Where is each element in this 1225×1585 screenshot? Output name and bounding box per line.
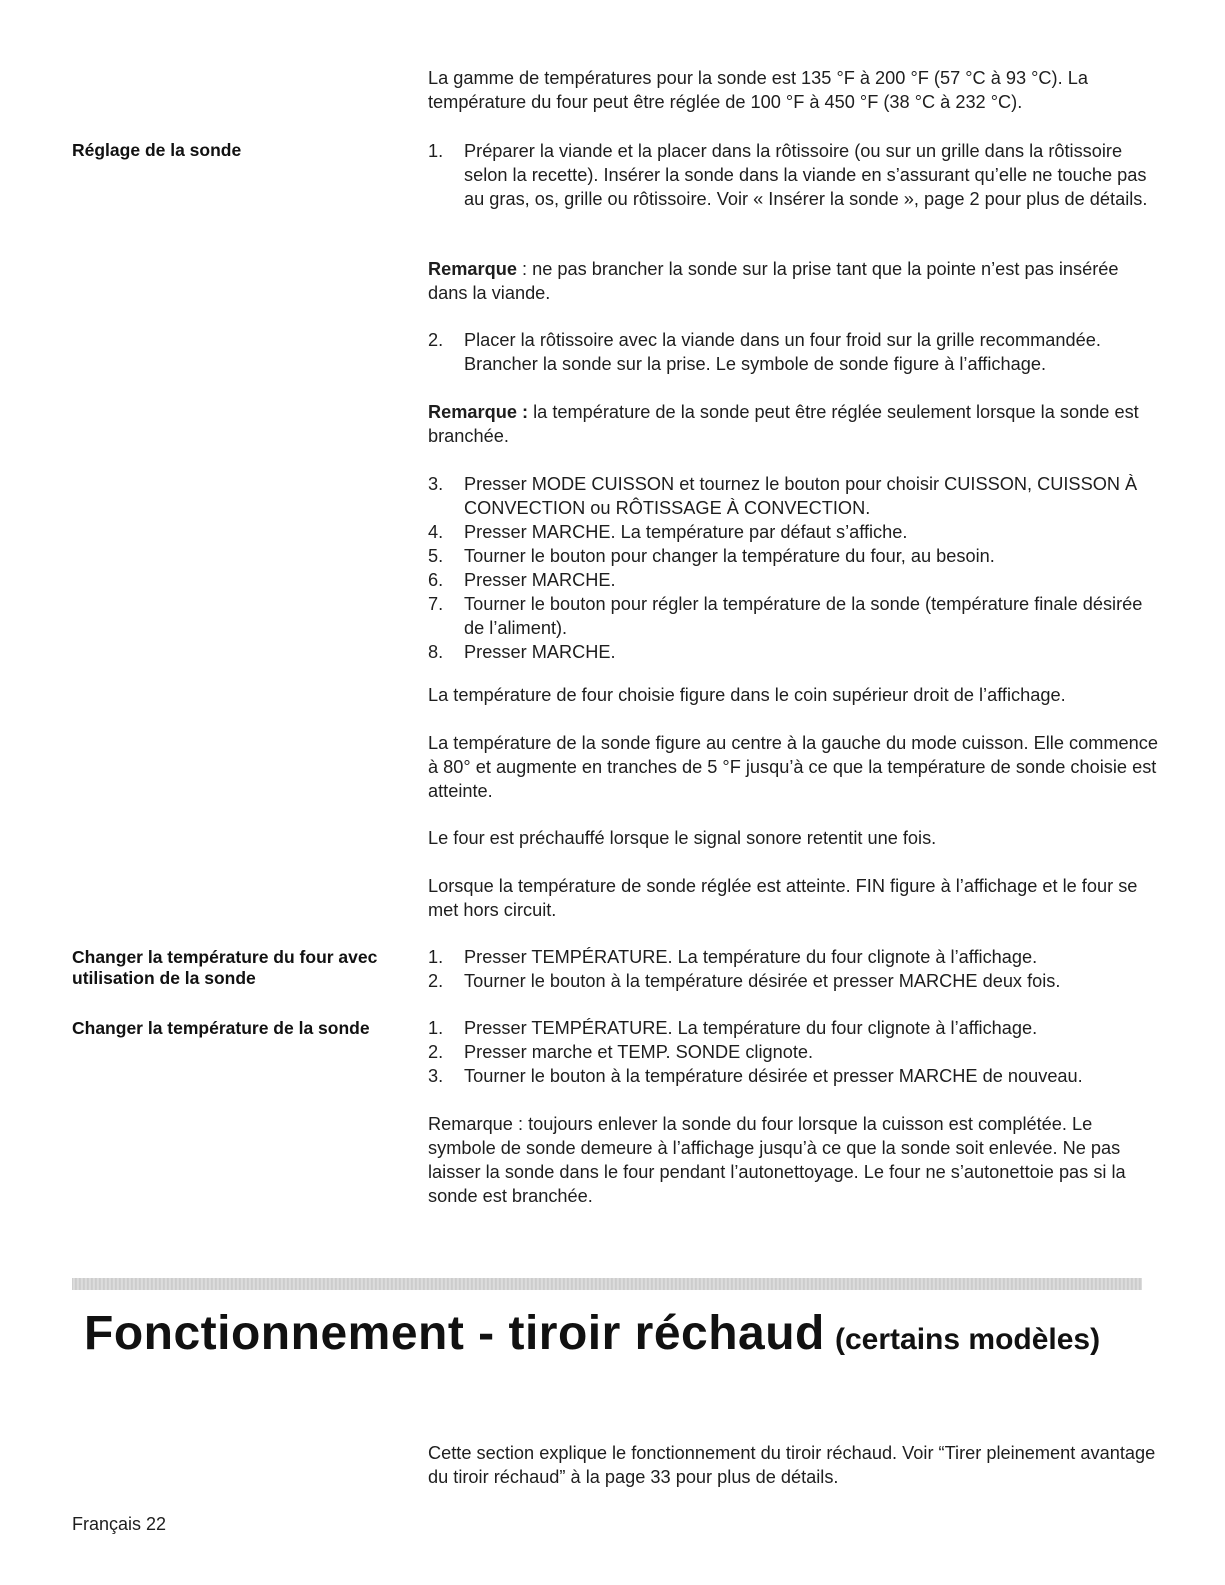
probe-setup-step-2-list <box>428 328 1158 376</box>
body-paragraph: Le four est préchauffé lorsque le signal sonore retentit une fois. <box>428 828 937 848</box>
step-number: 6. <box>428 570 444 590</box>
step-text: Préparer la viande et la placer dans la rôtissoire (ou sur un grille dans la rôtissoire selon la recette). Insérer la sonde dans la viande en s’assurant qu’elle ne touche pas au gras, os, grille ou rôtissoire. Voir « Insérer la sonde », page 2 pour plus de détails. <box>464 141 1148 209</box>
step-number: 3. <box>428 1066 444 1086</box>
list-item <box>428 472 1158 520</box>
step-text: Presser TEMPÉRATURE. La température du four clignote à l’affichage. <box>464 1018 1038 1038</box>
step-number: 1. <box>428 141 444 161</box>
step-number: 1. <box>428 1018 444 1038</box>
list-item <box>428 1016 1158 1040</box>
step-text: Presser MARCHE. La température par défaut s’affiche. <box>464 522 908 542</box>
body-paragraph: La température de four choisie figure dans le coin supérieur droit de l’affichage. <box>428 685 1066 705</box>
section-title-paren: (certains modèles) <box>835 1323 1101 1356</box>
body-paragraph: La température de la sonde figure au centre à la gauche du mode cuisson. Elle commence à 80° et augmente en tranches de 5 °F jusqu’à ce que la température de sonde choisie est atteinte. <box>428 733 1158 801</box>
list-item <box>428 139 1158 211</box>
note-paragraph: Remarque : toujours enlever la sonde du four lorsque la cuisson est complétée. Le symbole de sonde demeure à l’affichage jusqu’à ce que la sonde soit enlevée. Ne pas laisser la sonde dans le four pendant l’autonettoyage. Le four ne s’autonettoie pas si la sonde est branchée. <box>428 1114 1126 1206</box>
change-probe-temp-heading: Changer la température de la sonde <box>72 1018 370 1038</box>
body-paragraph: Lorsque la température de sonde réglée est atteinte. FIN figure à l’affichage et le four se met hors circuit. <box>428 876 1138 920</box>
section-divider <box>72 1278 1142 1290</box>
step-number: 2. <box>428 971 444 991</box>
step-number: 1. <box>428 947 444 967</box>
section-title <box>84 1302 1144 1372</box>
step-number: 4. <box>428 522 444 542</box>
step-text: Presser marche et TEMP. SONDE clignote. <box>464 1042 814 1062</box>
list-item <box>428 544 1158 568</box>
step-number: 2. <box>428 1042 444 1062</box>
note-text: la température de la sonde peut être réglée seulement lorsque la sonde est branchée. <box>428 402 1139 446</box>
note-text: : ne pas brancher la sonde sur la prise tant que la pointe n’est pas insérée dans la viande. <box>428 259 1119 303</box>
list-item <box>428 640 1158 664</box>
step-text: Presser MODE CUISSON et tournez le bouton pour choisir CUISSON, CUISSON À CONVECTION ou RÔTISSAGE À CONVECTION. <box>464 474 1138 518</box>
change-probe-steps-list <box>428 1016 1158 1088</box>
step-text: Tourner le bouton pour régler la température de la sonde (température finale désirée de l’aliment). <box>464 594 1143 638</box>
list-item <box>428 969 1158 993</box>
step-text: Presser TEMPÉRATURE. La température du four clignote à l’affichage. <box>464 947 1038 967</box>
list-item <box>428 568 1158 592</box>
note-paragraph <box>428 257 1158 305</box>
note-label: Remarque <box>428 259 517 279</box>
step-text: Tourner le bouton pour changer la température du four, au besoin. <box>464 546 995 566</box>
change-oven-steps-list <box>428 945 1158 993</box>
step-number: 7. <box>428 594 444 614</box>
step-text: Tourner le bouton à la température désirée et presser MARCHE deux fois. <box>464 971 1061 991</box>
page-footer: Français 22 <box>72 1514 167 1534</box>
step-number: 2. <box>428 330 444 350</box>
list-item <box>428 1040 1158 1064</box>
note-paragraph <box>428 400 1158 448</box>
list-item <box>428 520 1158 544</box>
list-item <box>428 945 1158 969</box>
step-text: Tourner le bouton à la température désirée et presser MARCHE de nouveau. <box>464 1066 1083 1086</box>
probe-setup-steps-list <box>428 472 1158 664</box>
probe-setup-step-1-list <box>428 139 1158 211</box>
probe-setup-heading: Réglage de la sonde <box>72 140 242 160</box>
step-text: Presser MARCHE. <box>464 570 616 590</box>
list-item <box>428 328 1158 376</box>
step-number: 5. <box>428 546 444 566</box>
list-item <box>428 1064 1158 1088</box>
step-text: Placer la rôtissoire avec la viande dans un four froid sur la grille recommandée. Brancher la sonde sur la prise. Le symbole de sonde figure à l’affichage. <box>464 330 1101 374</box>
probe-range-paragraph: La gamme de températures pour la sonde est 135 °F à 200 °F (57 °C à 93 °C). La température du four peut être réglée de 100 °F à 450 °F (38 °C à 232 °C). <box>428 68 1088 112</box>
section-title-main: Fonctionnement - tiroir réchaud <box>84 1307 825 1360</box>
step-number: 8. <box>428 642 444 662</box>
step-text: Presser MARCHE. <box>464 642 616 662</box>
note-label: Remarque : <box>428 402 529 422</box>
section-intro-paragraph: Cette section explique le fonctionnement du tiroir réchaud. Voir “Tirer pleinement avantage du tiroir réchaud” à la page 33 pour plus de détails. <box>428 1443 1156 1487</box>
change-oven-temp-heading: Changer la température du four avec utilisation de la sonde <box>72 947 378 988</box>
list-item <box>428 592 1158 640</box>
step-number: 3. <box>428 474 444 494</box>
